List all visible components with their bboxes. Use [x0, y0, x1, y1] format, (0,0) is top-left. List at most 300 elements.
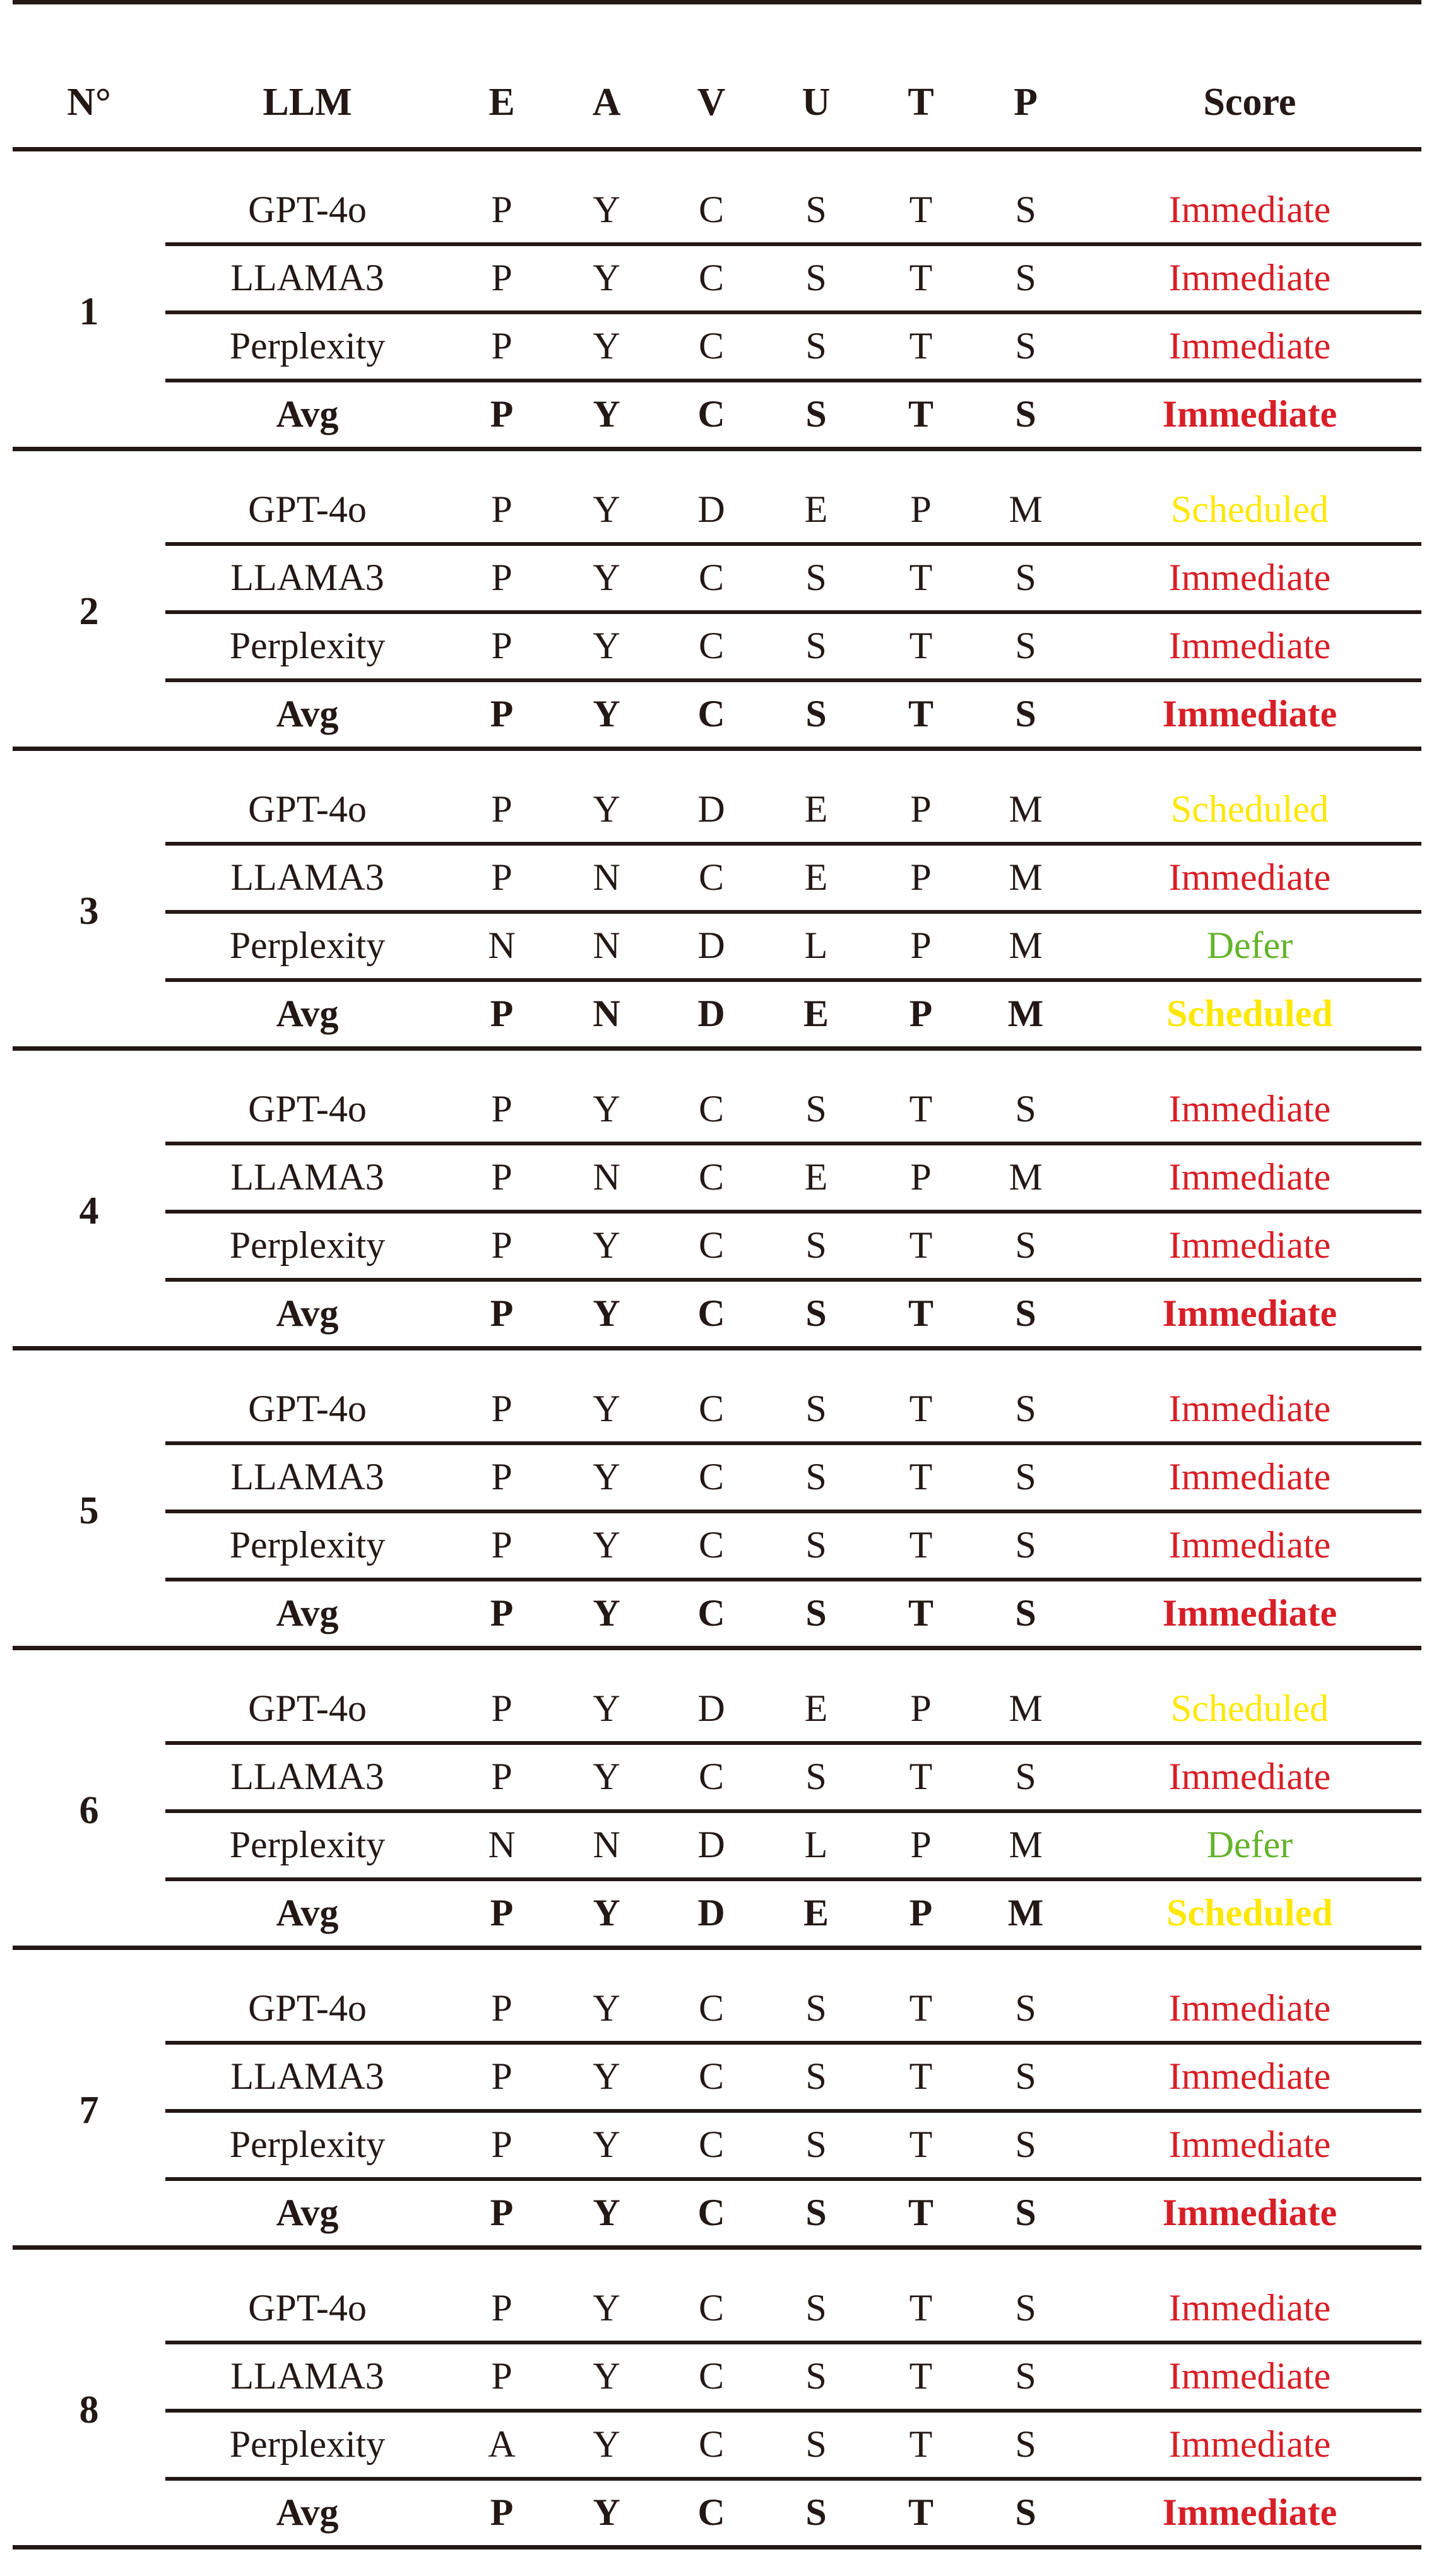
table-header	[13, 3, 1421, 150]
rule-cell	[973, 1648, 1078, 1677]
table-row	[13, 1879, 1421, 1948]
cell-e: P	[449, 2276, 554, 2343]
cell-llm: GPT-4o	[165, 478, 449, 544]
cell-score: Defer	[1078, 1811, 1421, 1879]
cell-llm: Avg	[165, 980, 449, 1049]
rule-cell	[659, 150, 764, 179]
cell-u: S	[764, 1976, 868, 2043]
rule-cell	[13, 2548, 165, 2576]
cell-e: P	[449, 178, 554, 244]
cell-e: P	[449, 1143, 554, 1212]
rule-cell	[165, 2248, 449, 2277]
table-row	[13, 612, 1421, 680]
toprule-cell	[165, 3, 449, 57]
cell-score: Immediate	[1078, 2179, 1421, 2248]
cell-score: Immediate	[1078, 612, 1421, 680]
cell-a: N	[554, 1143, 659, 1212]
cell-v: C	[659, 2111, 764, 2179]
cell-v: D	[659, 1811, 764, 1879]
cell-u: L	[764, 912, 868, 980]
cell-score: Immediate	[1078, 1212, 1421, 1280]
cell-u: E	[764, 1143, 868, 1212]
cell-e: P	[449, 1077, 554, 1143]
group-number-cell: 8	[13, 2276, 165, 2548]
rule-cell	[1078, 1049, 1421, 1078]
cell-e: P	[449, 478, 554, 544]
rule-cell	[1078, 1948, 1421, 1977]
cell-p: M	[973, 478, 1078, 544]
cell-u: S	[764, 1580, 868, 1648]
table-row	[13, 544, 1421, 612]
rule-cell	[13, 1349, 165, 1378]
table-row	[13, 312, 1421, 381]
table-row	[13, 1443, 1421, 1511]
cell-p: S	[973, 1743, 1078, 1811]
rule-cell	[868, 1049, 973, 1078]
cell-llm: GPT-4o	[165, 178, 449, 244]
rule-cell	[1078, 1349, 1421, 1378]
rule-cell	[868, 749, 973, 778]
cell-t: T	[868, 1443, 973, 1511]
cell-v: C	[659, 680, 764, 749]
rule-cell	[554, 1049, 659, 1078]
rule-cell	[764, 1648, 868, 1677]
cell-a: N	[554, 1811, 659, 1879]
cell-score: Immediate	[1078, 1280, 1421, 1349]
table-bottom-rule	[13, 2548, 1421, 2576]
rule-cell	[554, 1948, 659, 1977]
column-header-llm: LLM	[165, 56, 449, 150]
rule-cell	[554, 449, 659, 478]
table-row	[13, 1976, 1421, 2043]
table-row	[13, 2043, 1421, 2111]
rule-cell	[764, 449, 868, 478]
rule-cell	[13, 2248, 165, 2277]
cell-t: P	[868, 777, 973, 844]
rule-cell	[973, 1049, 1078, 1078]
table-row	[13, 178, 1421, 244]
cell-e: P	[449, 1677, 554, 1743]
rule-cell	[449, 749, 554, 778]
cell-t: P	[868, 1143, 973, 1212]
cell-u: S	[764, 244, 868, 312]
cell-e: P	[449, 1976, 554, 2043]
cell-u: S	[764, 2043, 868, 2111]
cell-t: T	[868, 680, 973, 749]
rule-cell	[764, 2548, 868, 2576]
cell-p: S	[973, 2179, 1078, 2248]
cell-u: S	[764, 2343, 868, 2411]
group-number-cell: 6	[13, 1677, 165, 1948]
table-row	[13, 1511, 1421, 1580]
rule-cell	[868, 2548, 973, 2576]
rule-cell	[13, 449, 165, 478]
cell-e: P	[449, 2179, 554, 2248]
cell-e: P	[449, 1580, 554, 1648]
cell-llm: GPT-4o	[165, 2276, 449, 2343]
toprule-cell	[1078, 3, 1421, 57]
cell-a: Y	[554, 381, 659, 449]
cell-llm: Perplexity	[165, 1511, 449, 1580]
rule-cell	[659, 2248, 764, 2277]
cell-e: P	[449, 1511, 554, 1580]
cell-e: P	[449, 980, 554, 1049]
cell-v: C	[659, 844, 764, 912]
table-row	[13, 1580, 1421, 1648]
cell-llm: LLAMA3	[165, 844, 449, 912]
cell-p: S	[973, 2343, 1078, 2411]
cell-llm: Perplexity	[165, 1811, 449, 1879]
cell-llm: GPT-4o	[165, 1976, 449, 2043]
rule-cell	[868, 1948, 973, 1977]
cell-e: P	[449, 680, 554, 749]
cell-e: P	[449, 1212, 554, 1280]
table-row	[13, 1377, 1421, 1443]
cell-score: Immediate	[1078, 2411, 1421, 2479]
cell-t: P	[868, 980, 973, 1049]
cell-llm: GPT-4o	[165, 1677, 449, 1743]
cell-llm: Avg	[165, 680, 449, 749]
cell-p: S	[973, 2411, 1078, 2479]
toprule-cell	[449, 3, 554, 57]
column-header-score: Score	[1078, 56, 1421, 150]
cell-score: Immediate	[1078, 1580, 1421, 1648]
cell-e: P	[449, 1377, 554, 1443]
cell-u: E	[764, 980, 868, 1049]
cell-u: S	[764, 1377, 868, 1443]
cell-p: S	[973, 680, 1078, 749]
column-headers	[13, 56, 1421, 150]
cell-t: T	[868, 1377, 973, 1443]
cell-a: Y	[554, 2179, 659, 2248]
cell-llm: Perplexity	[165, 2411, 449, 2479]
cell-e: P	[449, 1879, 554, 1948]
cell-e: P	[449, 777, 554, 844]
toprule-cell	[659, 3, 764, 57]
cell-t: T	[868, 244, 973, 312]
table-row	[13, 381, 1421, 449]
group-number-cell: 3	[13, 777, 165, 1049]
cell-v: C	[659, 544, 764, 612]
cell-u: S	[764, 544, 868, 612]
cell-u: S	[764, 2411, 868, 2479]
header-bottom-rule	[13, 150, 1421, 179]
rule-cell	[13, 749, 165, 778]
cell-score: Immediate	[1078, 244, 1421, 312]
cell-v: D	[659, 912, 764, 980]
column-header-t: T	[868, 56, 973, 150]
cell-e: P	[449, 1743, 554, 1811]
cell-a: Y	[554, 2411, 659, 2479]
cell-u: S	[764, 2179, 868, 2248]
cell-e: P	[449, 544, 554, 612]
toprule-cell	[554, 3, 659, 57]
cell-t: T	[868, 178, 973, 244]
cell-llm: Perplexity	[165, 2111, 449, 2179]
rule-cell	[554, 749, 659, 778]
cell-v: C	[659, 2411, 764, 2479]
cell-llm: Avg	[165, 2179, 449, 2248]
cell-llm: GPT-4o	[165, 1377, 449, 1443]
cell-p: S	[973, 1212, 1078, 1280]
cell-llm: Perplexity	[165, 312, 449, 381]
cell-p: S	[973, 1280, 1078, 1349]
rule-cell	[659, 1049, 764, 1078]
cell-a: Y	[554, 1677, 659, 1743]
cell-score: Immediate	[1078, 1377, 1421, 1443]
cell-p: S	[973, 544, 1078, 612]
cell-llm: LLAMA3	[165, 1743, 449, 1811]
cell-v: C	[659, 1511, 764, 1580]
table-row	[13, 2111, 1421, 2179]
cell-u: S	[764, 680, 868, 749]
cell-e: P	[449, 2479, 554, 2548]
toprule-cell	[764, 3, 868, 57]
rule-cell	[973, 749, 1078, 778]
rule-cell	[1078, 449, 1421, 478]
rule-cell	[449, 2548, 554, 2576]
rule-cell	[449, 1948, 554, 1977]
cell-score: Immediate	[1078, 1976, 1421, 2043]
rule-cell	[868, 2248, 973, 2277]
cell-u: S	[764, 1212, 868, 1280]
table-row	[13, 1677, 1421, 1743]
cell-e: N	[449, 912, 554, 980]
cell-p: S	[973, 1077, 1078, 1143]
cell-v: C	[659, 1377, 764, 1443]
rule-cell	[13, 1049, 165, 1078]
group-separator-rule	[13, 1648, 1421, 1677]
cell-a: Y	[554, 1580, 659, 1648]
table-row	[13, 2479, 1421, 2548]
column-header-e: E	[449, 56, 554, 150]
rule-cell	[165, 1648, 449, 1677]
cell-t: P	[868, 1879, 973, 1948]
cell-e: P	[449, 844, 554, 912]
cell-v: C	[659, 1077, 764, 1143]
cell-score: Scheduled	[1078, 1677, 1421, 1743]
cell-score: Immediate	[1078, 1143, 1421, 1212]
cell-p: S	[973, 2043, 1078, 2111]
rule-cell	[973, 2548, 1078, 2576]
cell-v: C	[659, 2043, 764, 2111]
cell-a: N	[554, 844, 659, 912]
cell-u: S	[764, 1077, 868, 1143]
cell-a: Y	[554, 2343, 659, 2411]
cell-p: S	[973, 2479, 1078, 2548]
cell-score: Defer	[1078, 912, 1421, 980]
group-number-cell: 1	[13, 178, 165, 449]
cell-t: T	[868, 1212, 973, 1280]
cell-t: P	[868, 912, 973, 980]
cell-v: C	[659, 2276, 764, 2343]
cell-t: T	[868, 381, 973, 449]
cell-a: Y	[554, 1743, 659, 1811]
group-number-cell: 2	[13, 478, 165, 749]
cell-t: T	[868, 2276, 973, 2343]
cell-u: S	[764, 2111, 868, 2179]
table-row	[13, 1212, 1421, 1280]
cell-v: C	[659, 612, 764, 680]
table-row	[13, 844, 1421, 912]
cell-score: Immediate	[1078, 1743, 1421, 1811]
rule-cell	[554, 1349, 659, 1378]
cell-u: S	[764, 381, 868, 449]
toprule-cell	[973, 3, 1078, 57]
cell-llm: Perplexity	[165, 912, 449, 980]
rule-cell	[659, 449, 764, 478]
rule-cell	[165, 449, 449, 478]
cell-v: C	[659, 1976, 764, 2043]
cell-llm: LLAMA3	[165, 544, 449, 612]
rule-cell	[764, 1049, 868, 1078]
rule-cell	[659, 1648, 764, 1677]
table-row	[13, 1077, 1421, 1143]
cell-t: T	[868, 2411, 973, 2479]
cell-a: Y	[554, 312, 659, 381]
llm-triage-table	[13, 0, 1421, 2576]
cell-e: P	[449, 312, 554, 381]
rule-cell	[13, 1648, 165, 1677]
rule-cell	[554, 2548, 659, 2576]
rule-cell	[868, 150, 973, 179]
cell-a: Y	[554, 244, 659, 312]
group-separator-rule	[13, 749, 1421, 778]
cell-v: C	[659, 1280, 764, 1349]
cell-p: S	[973, 2276, 1078, 2343]
toprule-cell	[13, 3, 165, 57]
table-row	[13, 478, 1421, 544]
cell-p: M	[973, 912, 1078, 980]
cell-p: S	[973, 244, 1078, 312]
cell-v: C	[659, 1743, 764, 1811]
cell-llm: LLAMA3	[165, 2343, 449, 2411]
cell-e: P	[449, 612, 554, 680]
cell-score: Immediate	[1078, 544, 1421, 612]
rule-cell	[659, 1349, 764, 1378]
cell-llm: Avg	[165, 381, 449, 449]
cell-a: Y	[554, 612, 659, 680]
cell-score: Immediate	[1078, 1443, 1421, 1511]
table-row	[13, 1280, 1421, 1349]
group-number-cell: 4	[13, 1077, 165, 1349]
cell-v: C	[659, 1143, 764, 1212]
cell-a: Y	[554, 2479, 659, 2548]
cell-llm: Avg	[165, 2479, 449, 2548]
rule-cell	[449, 1049, 554, 1078]
cell-score: Immediate	[1078, 2043, 1421, 2111]
rule-cell	[449, 1349, 554, 1378]
cell-t: T	[868, 1976, 973, 2043]
cell-score: Immediate	[1078, 680, 1421, 749]
cell-score: Immediate	[1078, 381, 1421, 449]
cell-v: C	[659, 1580, 764, 1648]
column-header-no: N°	[13, 56, 165, 150]
cell-p: S	[973, 312, 1078, 381]
cell-score: Immediate	[1078, 312, 1421, 381]
rule-cell	[973, 2248, 1078, 2277]
rule-cell	[1078, 1648, 1421, 1677]
cell-llm: LLAMA3	[165, 1143, 449, 1212]
cell-p: S	[973, 1976, 1078, 2043]
rule-cell	[659, 1948, 764, 1977]
cell-a: Y	[554, 1879, 659, 1948]
rule-cell	[1078, 749, 1421, 778]
cell-a: Y	[554, 777, 659, 844]
cell-a: Y	[554, 1377, 659, 1443]
rule-cell	[165, 150, 449, 179]
table-row	[13, 2276, 1421, 2343]
cell-u: E	[764, 1879, 868, 1948]
cell-a: Y	[554, 1443, 659, 1511]
rule-cell	[449, 150, 554, 179]
cell-p: S	[973, 1443, 1078, 1511]
cell-p: S	[973, 1511, 1078, 1580]
cell-p: S	[973, 381, 1078, 449]
cell-e: P	[449, 2343, 554, 2411]
column-header-v: V	[659, 56, 764, 150]
cell-llm: LLAMA3	[165, 1443, 449, 1511]
cell-t: P	[868, 1811, 973, 1879]
rule-cell	[764, 749, 868, 778]
cell-v: C	[659, 1443, 764, 1511]
rule-cell	[13, 150, 165, 179]
table-row	[13, 1811, 1421, 1879]
cell-v: C	[659, 2343, 764, 2411]
cell-t: P	[868, 844, 973, 912]
cell-score: Scheduled	[1078, 980, 1421, 1049]
cell-e: P	[449, 1443, 554, 1511]
cell-v: C	[659, 2179, 764, 2248]
cell-a: Y	[554, 680, 659, 749]
rule-cell	[165, 1049, 449, 1078]
cell-score: Immediate	[1078, 1511, 1421, 1580]
cell-p: S	[973, 1377, 1078, 1443]
cell-e: P	[449, 2111, 554, 2179]
cell-t: T	[868, 1580, 973, 1648]
rule-cell	[764, 1948, 868, 1977]
cell-u: S	[764, 1743, 868, 1811]
cell-v: D	[659, 980, 764, 1049]
cell-score: Immediate	[1078, 2111, 1421, 2179]
cell-t: P	[868, 478, 973, 544]
table-row	[13, 980, 1421, 1049]
cell-llm: Avg	[165, 1580, 449, 1648]
rule-cell	[764, 1349, 868, 1378]
cell-u: S	[764, 612, 868, 680]
cell-e: P	[449, 1280, 554, 1349]
rule-cell	[449, 1648, 554, 1677]
rule-cell	[449, 2248, 554, 2277]
cell-e: N	[449, 1811, 554, 1879]
rule-cell	[764, 2248, 868, 2277]
cell-e: P	[449, 381, 554, 449]
cell-llm: Avg	[165, 1879, 449, 1948]
rule-cell	[659, 749, 764, 778]
rule-cell	[973, 1349, 1078, 1378]
group-separator-rule	[13, 1948, 1421, 1977]
cell-p: S	[973, 1580, 1078, 1648]
cell-u: S	[764, 1511, 868, 1580]
header-row	[13, 3, 1421, 57]
cell-v: D	[659, 1879, 764, 1948]
rule-cell	[868, 449, 973, 478]
toprule-cell	[868, 3, 973, 57]
cell-t: T	[868, 544, 973, 612]
cell-a: N	[554, 912, 659, 980]
cell-a: Y	[554, 1077, 659, 1143]
cell-p: M	[973, 1879, 1078, 1948]
